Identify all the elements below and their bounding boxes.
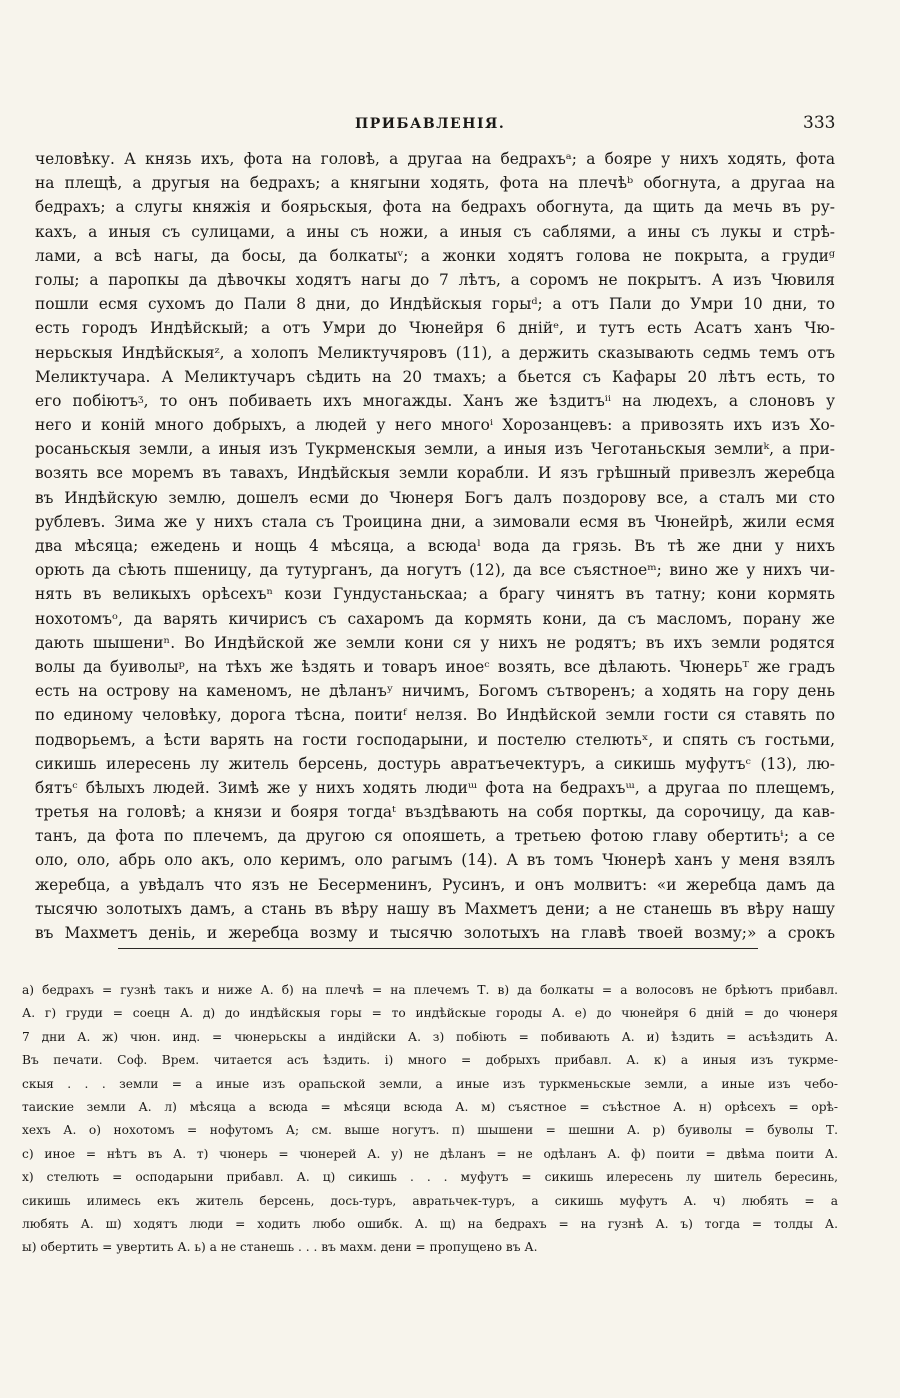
footnote-line: а) бедрахъ = гузнѣ такъ и ниже А. б) на плечѣ = на плечемъ Т. в) да болкаты = а волосовъ не брѣютъ прибавл. (22, 983, 838, 997)
footnotes (22, 979, 838, 1260)
text-line: нохотомъᵒ, да варять кичирисъ съ сахаромъ да кормять кони, да съ масломъ, порану же (35, 609, 835, 628)
footnote-line: таиские земли А. л) мѣсяца а всюда = мѣсяци всюда А. м) съястное = съѣстное А. н) орѣсехъ = орѣ- (22, 1099, 838, 1114)
text-line: третья на головѣ; а князи и бояря тогдаᵗ въздѣвають на собя порткы, да сорочицу, да кав- (35, 803, 835, 822)
footnote-line: скыя . . . земли = а иные изъ орапьской земли, а иные изъ туркменьскые земли, а иные изъ чебо- (22, 1076, 838, 1091)
text-line: танъ, да фота по плечемъ, да другою ся опояшеть, а третьею фотою главу обертитьᶤ; а се (35, 827, 835, 846)
text-line: оло, оло, абрь оло акъ, оло керимъ, оло рагымъ (14). А въ томъ Чюнерѣ ханъ у меня взялъ (35, 851, 835, 870)
text-line: орють да сѣють пшеницу, да тутурганъ, да ногутъ (12), да все съястноеᵐ; вино же у нихъ чи- (35, 561, 835, 580)
text-line: голы; а паропкы да дѣвочкы ходятъ нагы до 7 лѣтъ, а соромъ не покрытъ. А изъ Чювиля (35, 270, 835, 289)
footnote-line: Въ печати. Соф. Врем. читается асъ ѣздить. і) много = добрыхъ прибавл. А. к) а иныя изъ тукрме- (22, 1053, 838, 1068)
footnote-line: хехъ А. о) нохотомъ = нофутомъ А; см. выше ногутъ. п) шышени = шешни А. р) буиволы = буволы Т. (22, 1123, 838, 1138)
footnote-line: любять А. ш) ходятъ люди = ходить любо ошибк. А. щ) на бедрахъ = на гузнѣ А. ъ) тогда = толды А. (22, 1216, 838, 1231)
footnote-line: 7 дни А. ж) чюн. инд. = чюнерьскы а индійски А. з) побіють = побивають А. и) ѣздить = асъѣздить А. (22, 1029, 838, 1044)
text-line: нерьскыя Индѣйскыяᶻ, а холопъ Меликтучяровъ (11), а держить сказывають седмь темъ отъ (35, 343, 835, 362)
text-line: бятъᶜ бѣлыхъ людей. Зимѣ же у нихъ ходять людиᵚ фота на бедрахъᵚ, а другаа по плещемъ, (35, 778, 835, 797)
text-line: лами, а всѣ нагы, да босы, да болкатыᵛ; а жонки ходятъ голова не покрыта, а грудиᵍ (35, 246, 835, 265)
text-line: есть на острову на каменомъ, не дѣланъʸ ничимъ, Богомъ сътворенъ; а ходять на гору день (35, 682, 835, 701)
text-line: Меликтучара. А Меликтучаръ сѣдить на 20 тмахъ; а бьется съ Кафары 20 лѣтъ есть, то (35, 367, 835, 386)
text-line: нять въ великыхъ орѣсехъⁿ кози Гундустаньскаа; а брагу чинятъ въ татну; кони кормять (35, 585, 835, 604)
text-line: есть городъ Индѣйскый; а отъ Умри до Чюнейря 6 днійᵉ, и тутъ есть Асатъ ханъ Чю- (35, 319, 835, 338)
footnote-line: ы) обертить = увертить А. ь) а не станешь . . . въ махм. дени = пропущено въ А. (22, 1240, 538, 1255)
main-text (35, 147, 835, 945)
text-line: пошли есмя сухомъ до Пали 8 дни, до Индѣйскыя горыᵈ; а отъ Пали до Умри 10 дни, то (35, 295, 835, 314)
text-line: по единому человѣку, дорога тѣсна, поитиᶠ нелзя. Во Индѣйской земли гости ся ставять по (35, 706, 835, 725)
text-line: два мѣсяца; ежедень и нощь 4 мѣсяца, а всюдаˡ вода да грязь. Въ тѣ же дни у нихъ (35, 537, 835, 555)
footnote-line: с) иное = нѣтъ въ А. т) чюнерь = чюнерей А. у) не дѣланъ = не одѣланъ А. ф) поити = двѣма поити А. (22, 1146, 838, 1161)
text-line: сикишь илересень лу житель берсень, достурь авратъечектуръ, а сикишь муфутъᶜ (13), лю- (35, 754, 835, 773)
text-line: подворьемъ, а ѣсти варять на гости господарыни, и постелю стелютьˣ, и спять съ гостьми, (35, 730, 835, 749)
text-line: рублевъ. Зима же у нихъ стала съ Троицина дни, а зимовали есмя въ Чюнейрѣ, жили есмя (35, 512, 835, 531)
page-number: 333 (803, 113, 836, 133)
text-line: возять все моремъ въ тавахъ, Индѣйскыя земли корабли. И язъ грѣшный привезлъ жеребца (35, 464, 835, 483)
text-line: росаньскыя земли, а иныя изъ Тукрменскыя земли, а иныя изъ Чеготаньскыя землиᵏ, а при- (35, 440, 835, 459)
text-line: на плещѣ, а другыя на бедрахъ; а княгыни ходять, фота на плечѣᵇ обогнута, а другаа на (35, 174, 835, 193)
text-line: волы да буиволыᵖ, на тѣхъ же ѣздять и товаръ иноеᶜ возять, все дѣлають. Чюнерьᵀ же градъ (35, 657, 835, 676)
running-title: ПРИБАВЛЕНІЯ. (355, 116, 506, 132)
text-line: тысячю золотыхъ дамъ, а стань въ вѣру нашу въ Махметъ дени; а не станешь въ вѣру нашу (35, 899, 835, 918)
text-line: его побіютъᶾ, то онъ побиваеть ихъ многажды. Ханъ же ѣздитъⁱⁱ на людехъ, а слоновъ у (35, 391, 835, 410)
footnote-line: х) стелють = осподарыни прибавл. А. ц) сикишь . . . муфутъ = сикишь илересень лу шитель бересинь, (22, 1170, 838, 1185)
text-line: человѣку. А князь ихъ, фота на головѣ, а другаа на бедрахъᵃ; а бояре у нихъ ходять, фота (35, 150, 835, 168)
text-line: кахъ, а иныя съ сулицами, а ины съ ножи, а иныя съ саблями, а ины съ лукы и стрѣ- (35, 222, 835, 241)
text-line: въ Индѣйскую землю, дошелъ есми до Чюнеря Богъ далъ поздорову все, а сталъ ми сто (35, 488, 835, 507)
footnote-divider (118, 948, 758, 949)
text-line: въ Махметъ деніь, и жеребца возму и тысячю золотыхъ на главѣ твоей возму;» а срокъ (35, 924, 835, 942)
text-line: жеребца, а увѣдалъ что язъ не Бесерменинъ, Русинъ, и онъ молвитъ: «и жеребца дамъ да (35, 875, 835, 894)
text-line: него и коній много добрыхъ, а людей у него многоⁱ Хорозанцевъ: а привозять ихъ изъ Хо- (35, 416, 835, 435)
text-line: бедрахъ; а слугы княжія и боярьскыя, фота на бедрахъ обогнута, да щить да мечь въ ру- (35, 198, 835, 217)
footnote-line: А. г) груди = соецн А. д) до индѣйскыя горы = то индѣйскые городы А. е) до чюнейря 6 днiй = до чюнеря (22, 1006, 838, 1021)
text-line: дають шышениⁿ. Во Индѣйской же земли кони ся у нихъ не родятъ; въ ихъ земли родятся (35, 633, 835, 652)
footnote-line: сикишь илимесь екъ житель берсень, дось-туръ, авратьчек-туръ, а сикишь муфутъ А. ч) любять = а (22, 1193, 838, 1208)
